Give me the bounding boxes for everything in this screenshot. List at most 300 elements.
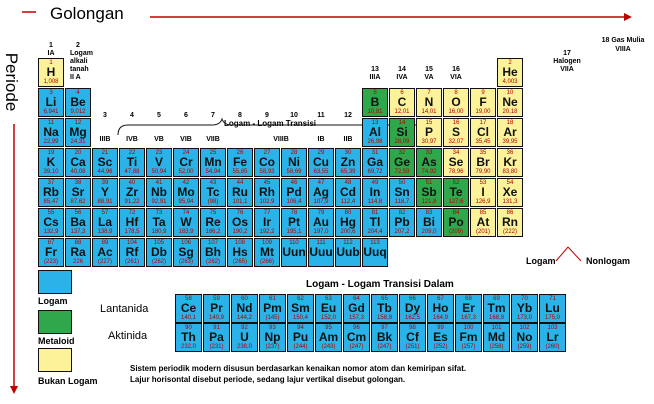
element-symbol: Ne <box>502 95 518 109</box>
atomic-number: 70 <box>521 296 528 302</box>
element-pm <box>259 294 286 323</box>
atomic-mass: 6,941 <box>43 109 59 115</box>
atomic-mass: 183,9 <box>178 229 194 235</box>
element-symbol: In <box>369 185 381 199</box>
element-sc <box>92 148 118 177</box>
atomic-number: 95 <box>325 325 332 331</box>
atomic-number: 33 <box>425 150 433 156</box>
atomic-mass: 83,80 <box>502 169 518 175</box>
element-symbol: Al <box>369 125 381 139</box>
element-symbol: Hf <box>125 215 139 229</box>
atomic-mass: (262) <box>205 259 220 265</box>
atomic-number: 34 <box>452 150 460 156</box>
legend-nonmetal-swatch <box>38 348 72 372</box>
element-symbol: Na <box>43 125 59 139</box>
element-sr <box>65 178 91 207</box>
element-fm <box>455 323 482 352</box>
atomic-mass: 162,5 <box>404 315 420 321</box>
atomic-number: 8 <box>454 90 458 96</box>
group-16-header: 16 VIA <box>450 66 462 81</box>
element-uuu <box>308 238 334 267</box>
element-np <box>259 323 286 352</box>
atomic-mass: (266) <box>259 259 274 265</box>
atomic-mass: 44,96 <box>97 169 113 175</box>
atomic-mass: (223) <box>43 259 58 265</box>
element-symbol: Tc <box>206 185 220 199</box>
element-symbol: Tl <box>369 215 381 229</box>
group-7-number: 7 <box>211 112 215 119</box>
atomic-mass: 91,22 <box>124 199 140 205</box>
atomic-number: 84 <box>452 210 460 216</box>
element-symbol: Po <box>448 215 464 229</box>
atomic-mass: 190,2 <box>232 229 248 235</box>
element-ti <box>119 148 145 177</box>
atomic-number: 112 <box>343 240 353 246</box>
atomic-number: 78 <box>290 210 298 216</box>
element-symbol: Eu <box>320 301 337 315</box>
group-3-number: 3 <box>103 112 107 119</box>
atomic-number: 1 <box>49 60 53 66</box>
element-symbol: Db <box>151 245 167 259</box>
element-symbol: Cs <box>43 215 59 229</box>
element-cu <box>308 148 334 177</box>
element-uuq <box>362 238 388 267</box>
element-cl <box>470 118 496 147</box>
atomic-mass: 30,97 <box>421 139 437 145</box>
group-17-note: 17 Halogen VIIA <box>553 50 581 73</box>
atomic-mass: 52,00 <box>178 169 194 175</box>
atomic-number: 27 <box>263 150 271 156</box>
element-symbol: Md <box>487 330 506 344</box>
atomic-number: 97 <box>381 325 388 331</box>
atomic-mass: 192,2 <box>259 229 275 235</box>
element-symbol: Ca <box>70 155 86 169</box>
element-symbol: Ga <box>366 155 383 169</box>
element-n <box>416 88 442 117</box>
atomic-number: 93 <box>269 325 276 331</box>
atomic-number: 56 <box>74 210 82 216</box>
element-symbol: Es <box>433 330 448 344</box>
element-symbol: Cd <box>340 185 356 199</box>
atomic-number: 75 <box>209 210 217 216</box>
atomic-number: 69 <box>493 296 500 302</box>
atomic-number: 57 <box>101 210 109 216</box>
element-ag <box>308 178 334 207</box>
element-symbol: O <box>451 95 461 109</box>
element-bk <box>371 323 398 352</box>
atomic-number: 65 <box>381 296 388 302</box>
element-symbol: Np <box>264 330 281 344</box>
group-5-number: 5 <box>157 112 161 119</box>
element-symbol: Fm <box>459 330 478 344</box>
element-symbol: Uuq <box>363 245 387 259</box>
element-symbol: Ir <box>262 215 271 229</box>
lanthanide-label: Lantanida <box>100 303 149 315</box>
atomic-number: 106 <box>180 240 191 246</box>
atomic-number: 92 <box>241 325 248 331</box>
element-symbol: Mg <box>69 125 87 139</box>
element-ru <box>227 178 253 207</box>
atomic-number: 58 <box>185 296 192 302</box>
element-symbol: Uun <box>282 245 306 259</box>
atomic-mass: (262) <box>151 259 166 265</box>
element-es <box>427 323 454 352</box>
group-1-header: 1 IA <box>47 42 55 57</box>
element-yb <box>511 294 538 323</box>
legend-metalloid-label: Metaloid <box>38 336 75 346</box>
atomic-number: 36 <box>506 150 514 156</box>
element-bi <box>416 208 442 237</box>
atomic-mass: 39,95 <box>502 139 518 145</box>
element-symbol: Tb <box>377 301 392 315</box>
atomic-number: 102 <box>519 325 530 331</box>
atomic-number: 44 <box>236 180 244 186</box>
atomic-mass: (145) <box>265 315 280 321</box>
atomic-number: 71 <box>549 296 556 302</box>
atomic-number: 42 <box>182 180 190 186</box>
element-co <box>254 148 280 177</box>
atomic-mass: 127,6 <box>448 199 464 205</box>
legend-metalloid-swatch <box>38 310 72 334</box>
element-lu <box>539 294 566 323</box>
element-symbol: Cr <box>179 155 193 169</box>
element-sb <box>416 178 442 207</box>
element-ho <box>427 294 454 323</box>
group-roman-ivb: IVB <box>126 136 138 143</box>
atomic-mass: 74,92 <box>421 169 437 175</box>
atomic-mass: 180,9 <box>151 229 167 235</box>
atomic-mass: 95,94 <box>178 199 194 205</box>
atomic-number: 62 <box>297 296 304 302</box>
atomic-number: 66 <box>409 296 416 302</box>
atomic-mass: 79,90 <box>475 169 491 175</box>
atomic-number: 46 <box>290 180 298 186</box>
atomic-mass: (209) <box>448 229 463 235</box>
element-po <box>443 208 469 237</box>
atomic-number: 86 <box>506 210 514 216</box>
element-au <box>308 208 334 237</box>
atomic-number: 105 <box>153 240 164 246</box>
element-tm <box>483 294 510 323</box>
element-in <box>362 178 388 207</box>
group-2-header: 2 <box>76 42 80 49</box>
atomic-number: 85 <box>479 210 487 216</box>
atomic-number: 30 <box>344 150 352 156</box>
atomic-number: 11 <box>47 120 55 126</box>
element-am <box>315 323 342 352</box>
element-symbol: Li <box>45 95 57 109</box>
atomic-number: 15 <box>425 120 433 126</box>
element-symbol: Y <box>100 185 109 199</box>
atomic-mass: 168,9 <box>488 315 504 321</box>
element-os <box>227 208 253 237</box>
group-12-number: 12 <box>344 112 352 119</box>
atomic-number: 14 <box>398 120 406 126</box>
element-md <box>483 323 510 352</box>
atomic-number: 55 <box>47 210 55 216</box>
atomic-number: 16 <box>452 120 460 126</box>
atomic-mass: 175,0 <box>544 315 560 321</box>
group-roman-viib: VIIB <box>206 136 220 143</box>
element-bh <box>200 238 226 267</box>
element-pb <box>389 208 415 237</box>
atomic-mass: 65,39 <box>340 169 356 175</box>
element-symbol: Bh <box>205 245 221 259</box>
atomic-number: 6 <box>400 90 404 96</box>
element-se <box>443 148 469 177</box>
atomic-number: 109 <box>261 240 272 246</box>
element-la <box>92 208 118 237</box>
atomic-mass: 157,3 <box>348 315 364 321</box>
atomic-mass: 12,01 <box>394 109 410 115</box>
atomic-number: 32 <box>398 150 406 156</box>
atomic-mass: 204,4 <box>367 229 383 235</box>
atomic-number: 47 <box>317 180 325 186</box>
element-symbol: Cm <box>346 330 367 344</box>
element-fe <box>227 148 253 177</box>
atomic-mass: (261) <box>124 259 139 265</box>
element-symbol: Xe <box>502 185 518 199</box>
element-symbol: Sn <box>394 185 410 199</box>
element-pt <box>281 208 307 237</box>
atomic-mass: 150,4 <box>292 315 308 321</box>
element-th <box>175 323 202 352</box>
element-symbol: Pu <box>292 330 309 344</box>
element-db <box>146 238 172 267</box>
element-symbol: Rb <box>43 185 59 199</box>
element-symbol: Yb <box>516 301 533 315</box>
element-symbol: Th <box>181 330 196 344</box>
element-no <box>511 323 538 352</box>
group-roman-iib: IIB <box>343 136 353 143</box>
element-symbol: Br <box>476 155 490 169</box>
element-symbol: U <box>240 330 249 344</box>
atomic-number: 73 <box>155 210 163 216</box>
element-te <box>443 178 469 207</box>
element-symbol: S <box>451 125 460 139</box>
group-6-number: 6 <box>184 112 188 119</box>
group-15-header: 15 VA <box>424 66 434 81</box>
atomic-number: 104 <box>126 240 137 246</box>
element-symbol: La <box>97 215 112 229</box>
element-mg <box>65 118 91 147</box>
footer-line-1: Sistem periodik modern disusun berdasarkan kenaikan nomor atom dan kemiripan sifat. <box>130 364 467 373</box>
element-sm <box>287 294 314 323</box>
atomic-number: 19 <box>47 150 55 156</box>
element-s <box>443 118 469 147</box>
atomic-mass: 197,0 <box>313 229 329 235</box>
atomic-number: 28 <box>290 150 298 156</box>
element-h <box>38 58 64 87</box>
atomic-number: 13 <box>371 120 379 126</box>
element-symbol: H <box>46 65 56 79</box>
atomic-mass: 106,4 <box>286 199 302 205</box>
atomic-mass: (265) <box>232 259 247 265</box>
element-symbol: Pm <box>263 301 282 315</box>
atomic-mass: 4,003 <box>502 79 518 85</box>
group-10-number: 10 <box>290 112 298 119</box>
element-at <box>470 208 496 237</box>
atomic-mass: 207,2 <box>394 229 410 235</box>
element-symbol: Te <box>449 185 463 199</box>
element-ir <box>254 208 280 237</box>
atomic-number: 83 <box>425 210 433 216</box>
atomic-mass: 63,55 <box>313 169 329 175</box>
atomic-mass: 167,3 <box>460 315 476 321</box>
legend-nonmetal-label: Bukan Logam <box>38 376 98 386</box>
element-symbol: I <box>481 185 485 199</box>
element-hs <box>227 238 253 267</box>
atomic-number: 9 <box>481 90 485 96</box>
atomic-mass: 152,0 <box>320 315 336 321</box>
atomic-mass: 28,09 <box>394 139 410 145</box>
element-symbol: F <box>479 95 487 109</box>
element-symbol: Am <box>318 330 339 344</box>
element-re <box>200 208 226 237</box>
element-symbol: Lu <box>545 301 560 315</box>
element-symbol: Hs <box>232 245 248 259</box>
element-sn <box>389 178 415 207</box>
atomic-mass: 58,69 <box>286 169 302 175</box>
atomic-number: 60 <box>241 296 248 302</box>
element-symbol: Rf <box>125 245 139 259</box>
element-ac <box>92 238 118 267</box>
element-pu <box>287 323 314 352</box>
element-symbol: Co <box>259 155 275 169</box>
atomic-mass: 178,5 <box>124 229 140 235</box>
element-symbol: Kr <box>503 155 517 169</box>
legend-metal-swatch <box>38 270 72 294</box>
element-ga <box>362 148 388 177</box>
atomic-number: 45 <box>263 180 271 186</box>
atomic-mass: (252) <box>433 344 448 350</box>
atomic-number: 10 <box>506 90 514 96</box>
atomic-number: 26 <box>236 150 244 156</box>
periode-label: Periode <box>2 52 21 112</box>
atomic-number: 94 <box>297 325 304 331</box>
element-rf <box>119 238 145 267</box>
atomic-mass: 140,9 <box>208 315 224 321</box>
atomic-number: 113 <box>370 240 380 246</box>
element-ra <box>65 238 91 267</box>
atomic-number: 51 <box>425 180 433 186</box>
element-tb <box>371 294 398 323</box>
atomic-mass: (260) <box>545 344 560 350</box>
group-13-header: 13 IIIA <box>369 66 381 81</box>
element-symbol: Mt <box>260 245 274 259</box>
atomic-mass: (247) <box>349 344 364 350</box>
group-roman-iiib: IIIB <box>99 136 111 143</box>
element-symbol: Mn <box>204 155 222 169</box>
atomic-number: 50 <box>398 180 406 186</box>
element-tl <box>362 208 388 237</box>
element-symbol: Sm <box>291 301 310 315</box>
atomic-mass: 173,0 <box>516 315 532 321</box>
element-symbol: At <box>476 215 490 229</box>
atomic-mass: 186,2 <box>205 229 221 235</box>
atomic-number: 101 <box>491 325 502 331</box>
element-symbol: Hg <box>340 215 356 229</box>
element-symbol: Ag <box>313 185 329 199</box>
element-symbol: N <box>424 95 434 109</box>
atomic-number: 111 <box>316 240 326 246</box>
atomic-mass: (222) <box>502 229 517 235</box>
element-symbol: Ru <box>232 185 248 199</box>
group-4-number: 4 <box>130 112 134 119</box>
group-18-note: 18 Gas Mulia VIIIA <box>601 37 645 53</box>
atomic-number: 80 <box>344 210 352 216</box>
atomic-mass: (244) <box>293 344 308 350</box>
atomic-number: 41 <box>155 180 163 186</box>
element-uun <box>281 238 307 267</box>
group-roman-viiib: VIIIB <box>273 136 289 143</box>
golongan-label: Golongan <box>50 4 124 23</box>
element-symbol: K <box>46 155 56 169</box>
atomic-mass: (98) <box>207 199 219 205</box>
element-dy <box>399 294 426 323</box>
atomic-mass: 54,94 <box>205 169 221 175</box>
element-mo <box>173 178 199 207</box>
element-symbol: Fr <box>45 245 57 259</box>
element-ba <box>65 208 91 237</box>
atomic-mass: 140,1 <box>180 315 196 321</box>
atomic-number: 24 <box>182 150 190 156</box>
atomic-mass: 132,9 <box>43 229 59 235</box>
atomic-number: 110 <box>289 240 299 246</box>
group-14-header: 14 IVA <box>396 66 408 81</box>
element-he <box>497 58 523 87</box>
element-cm <box>343 323 370 352</box>
element-as <box>416 148 442 177</box>
atomic-number: 67 <box>437 296 444 302</box>
element-symbol: B <box>370 95 380 109</box>
atomic-number: 81 <box>371 210 379 216</box>
element-symbol: Dy <box>404 301 421 315</box>
element-b <box>362 88 388 117</box>
element-ar <box>497 118 523 147</box>
atomic-number: 25 <box>209 150 217 156</box>
element-symbol: Nd <box>236 301 253 315</box>
atomic-number: 103 <box>547 325 558 331</box>
atomic-number: 99 <box>437 325 444 331</box>
element-si <box>389 118 415 147</box>
element-mn <box>200 148 226 177</box>
element-symbol: Ce <box>180 301 197 315</box>
element-symbol: Pt <box>288 215 300 229</box>
element-symbol: V <box>154 155 163 169</box>
atomic-mass: (258) <box>489 344 504 350</box>
element-lr <box>539 323 566 352</box>
atomic-mass: (243) <box>321 344 336 350</box>
element-symbol: Cf <box>406 330 419 344</box>
element-rh <box>254 178 280 207</box>
atomic-number: 21 <box>101 150 109 156</box>
atomic-mass: 78,96 <box>448 169 464 175</box>
atomic-number: 87 <box>47 240 55 246</box>
element-symbol: Ti <box>126 155 138 169</box>
atomic-mass: (237) <box>265 344 280 350</box>
element-ce <box>175 294 202 323</box>
atomic-mass: 126,9 <box>475 199 491 205</box>
atomic-number: 98 <box>409 325 416 331</box>
element-o <box>443 88 469 117</box>
atomic-mass: 158,9 <box>376 315 392 321</box>
element-symbol: Ta <box>152 215 166 229</box>
atomic-mass: 39,10 <box>43 169 59 175</box>
atomic-number: 49 <box>371 180 379 186</box>
atomic-mass: 226 <box>72 259 83 265</box>
element-symbol: Se <box>448 155 464 169</box>
